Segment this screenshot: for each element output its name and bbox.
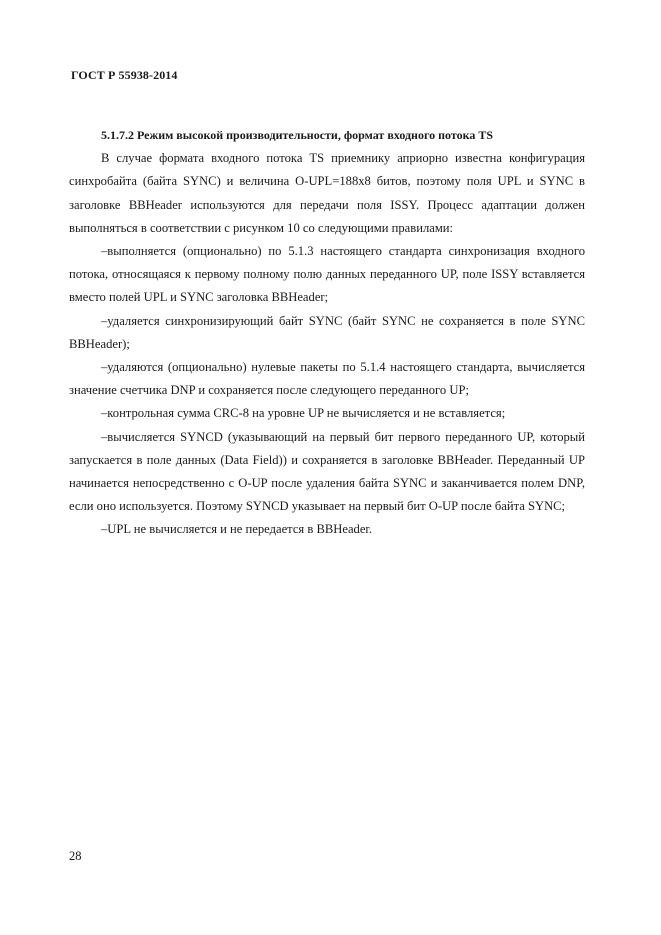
rule-paragraph: –вычисляется SYNCD (указывающий на первый бит первого переданного UP, который запускается в поле данных (Data Field)) и сохраняется в заголовке BBHeader. Переданный UP начинается непосредственно с O-UP после удаления байта SYNC и заканчивается полем DNP, если оно используется. Поэтому SYNCD указывает на первый бит O-UP после байта SYNC; (69, 429, 585, 514)
document-body (69, 124, 585, 542)
document-header: ГОСТ Р 55938-2014 (71, 68, 178, 82)
rule-paragraph: –удаляются (опционально) нулевые пакеты по 5.1.4 настоящего стандарта, вычисляется значение счетчика DNP и сохраняется после следующего переданного UP; (69, 360, 585, 398)
rule-paragraph: –UPL не вычисляется и не передается в BBHeader. (101, 522, 373, 537)
page-number: 28 (69, 849, 82, 863)
rule-paragraph: –удаляется синхронизирующий байт SYNC (байт SYNC не сохраняется в поле SYNC BBHeader); (69, 313, 585, 351)
section-intro-paragraph: В случае формата входного потока TS приемнику априорно известна конфигурация синхробайта (байта SYNC) и величина O-UPL=188x8 битов, поэтому поля UPL и SYNC в заголовке BBHeader используются для передачи поля ISSY. Процесс адаптации должен выполняться в соответствии с рисунком 10 со следующими правилами: (69, 151, 585, 235)
rule-paragraph: –выполняется (опционально) по 5.1.3 настоящего стандарта синхронизация входного потока, относящаяся к первому полному полю данных переданного UP, поле ISSY вставляется вместо полей UPL и SYNC заголовка BBHeader; (69, 244, 585, 305)
section-title: 5.1.7.2 Режим высокой производительности, формат входного потока TS (101, 128, 494, 142)
rule-paragraph: –контрольная сумма CRC-8 на уровне UP не вычисляется и не вставляется; (101, 406, 506, 421)
